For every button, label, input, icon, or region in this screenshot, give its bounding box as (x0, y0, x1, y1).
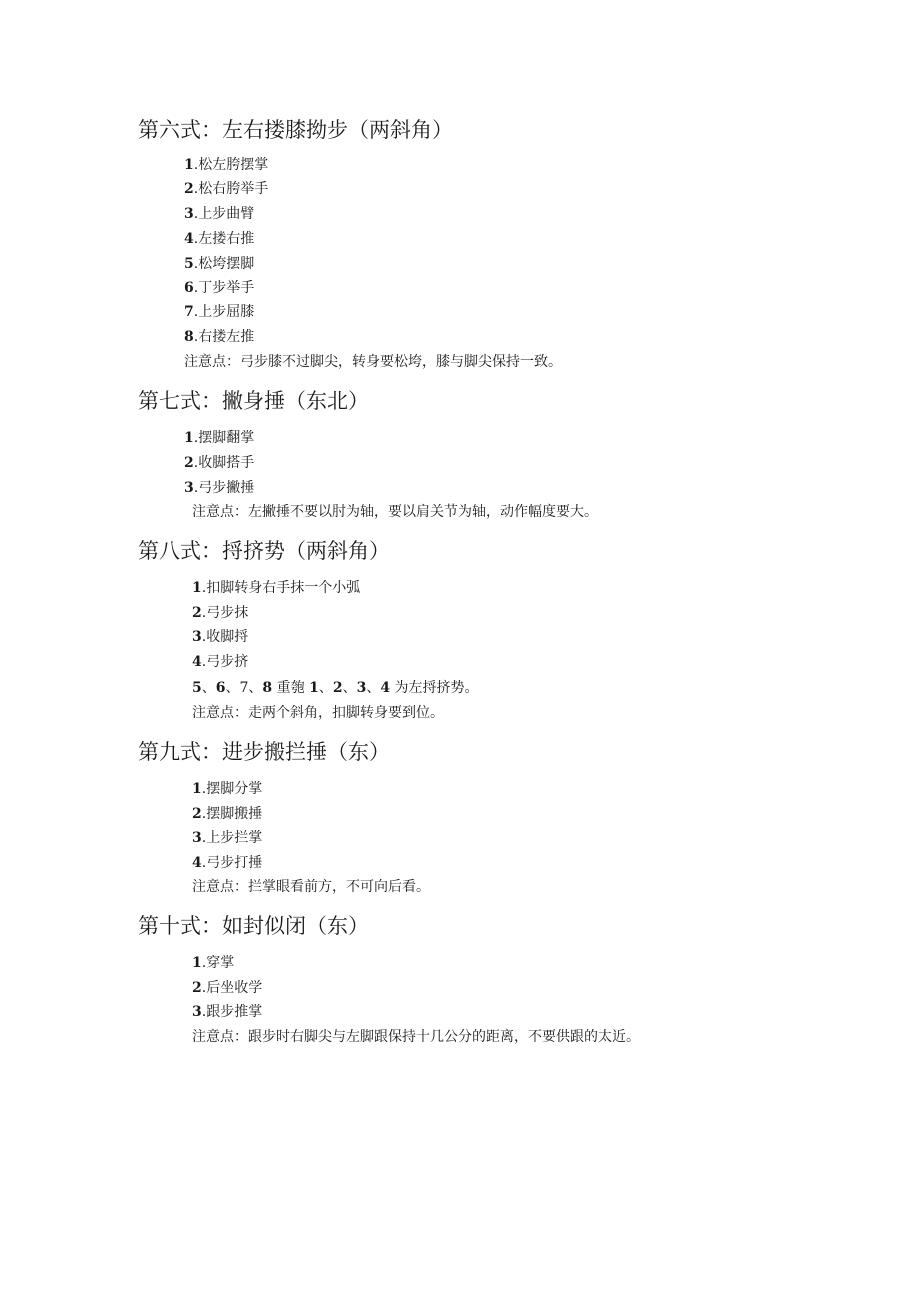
list-item: 2.松右胯举手 (184, 181, 269, 197)
section-7-title: 第七式：撇身捶（东北） (138, 389, 369, 413)
section-6-note: 注意点：弓步膝不过脚尖，转身要松垮，膝与脚尖保持一致。 (184, 354, 562, 370)
list-item: 1.摆脚翻掌 (184, 430, 255, 446)
section-10-note: 注意点：跟步时右脚尖与左脚跟保持十几公分的距离，不要供跟的太近。 (192, 1029, 640, 1045)
section-9-note: 注意点：拦掌眼看前方，不可向后看。 (192, 879, 430, 895)
list-item: 2.摆脚搬捶 (192, 806, 263, 822)
list-item: 4.弓步打捶 (192, 855, 263, 871)
list-item: 8.右搂左推 (184, 329, 255, 345)
section-8-note: 注意点：走两个斜角，扣脚转身要到位。 (192, 705, 444, 721)
section-8-title: 第八式：捋挤势（两斜角） (138, 539, 390, 563)
list-item: 4.左搂右推 (184, 231, 255, 247)
list-item: 1.松左胯摆掌 (184, 157, 269, 173)
section-7-note: 注意点：左撇捶不要以肘为轴，要以肩关节为轴，动作幅度要大。 (192, 504, 598, 520)
list-item: 2.收脚搭手 (184, 455, 255, 471)
section-10-title: 第十式：如封似闭（东） (138, 914, 369, 938)
list-item: 7.上步屈膝 (184, 304, 255, 320)
list-item: 3.上步拦掌 (192, 830, 263, 846)
list-item: 4.弓步挤 (192, 654, 249, 670)
list-item: 2.弓步抹 (192, 605, 249, 621)
list-item: 1.穿掌 (192, 955, 235, 971)
section-9-title: 第九式：进步搬拦捶（东） (138, 740, 390, 764)
list-item: 1.摆脚分掌 (192, 781, 263, 797)
list-item: 2.后坐收学 (192, 980, 263, 996)
repeat-instruction: 5、6、7、8 重匏 1、2、3、4 为左捋挤势。 (192, 680, 479, 696)
list-item: 1.扣脚转身右手抹一个小弧 (192, 580, 361, 596)
list-item: 3.收脚捋 (192, 629, 249, 645)
list-item: 3.弓步撇捶 (184, 480, 255, 496)
list-item: 5.松垮摆脚 (184, 256, 255, 272)
list-item: 6.丁步举手 (184, 280, 255, 296)
section-6-title: 第六式：左右搂膝拗步（两斜角） (138, 118, 453, 142)
list-item: 3.跟步推掌 (192, 1004, 263, 1020)
list-item: 3.上步曲臂 (184, 206, 255, 222)
